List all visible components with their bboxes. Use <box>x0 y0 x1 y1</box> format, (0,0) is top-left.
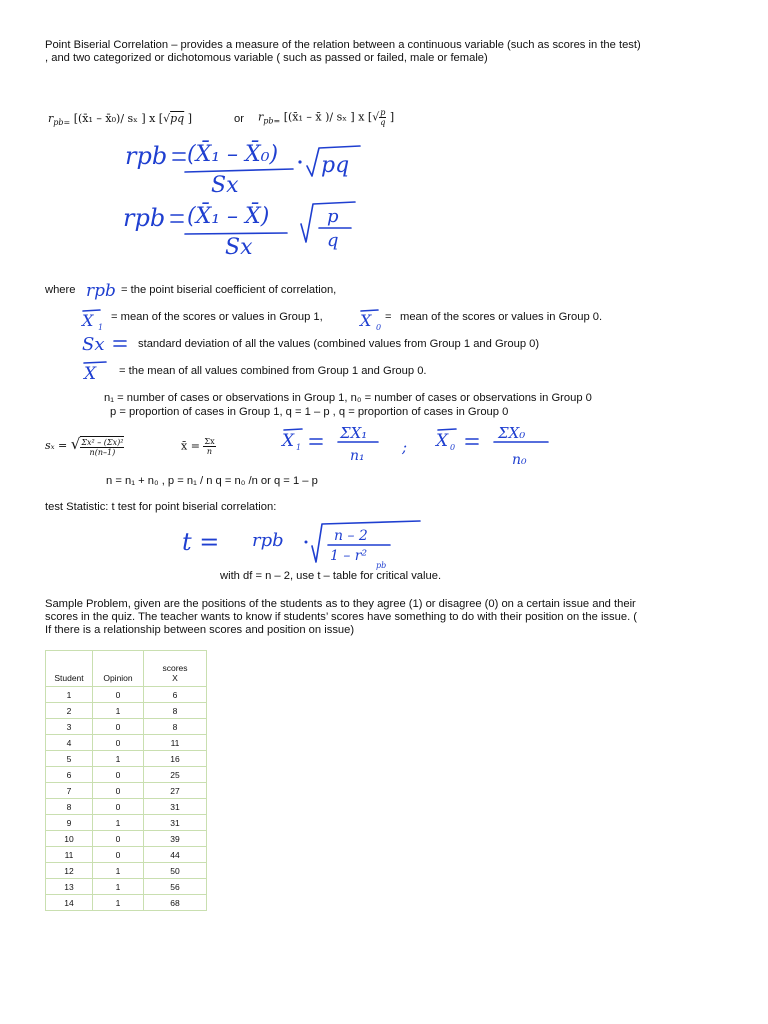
sample-line-2: scores in the quiz. The teacher wants to know if students’ scores have something to do with their position on the issue. ( <box>45 611 638 623</box>
cell-opinion: 0 <box>93 831 144 847</box>
cell-score: 56 <box>144 879 207 895</box>
cell-score: 31 <box>144 815 207 831</box>
table-row <box>46 767 207 783</box>
hw-sx-text: Sx <box>82 334 105 355</box>
cell-score: 8 <box>144 719 207 735</box>
header-scores-bottom: X <box>172 673 178 683</box>
x0-definition: mean of the scores or values in Group 0. <box>400 311 603 323</box>
table-row <box>46 863 207 879</box>
cell-score: 39 <box>144 831 207 847</box>
cell-student: 6 <box>46 767 93 783</box>
header-scores <box>144 651 207 687</box>
formula-1-body: [(x̄₁ – x̄₀)/ sₓ ] x [√ <box>73 112 171 125</box>
cell-opinion: 1 <box>93 863 144 879</box>
header-scores-top: scores <box>162 663 188 673</box>
xbar-definition: = the mean of all values combined from Group 1 and Group 0. <box>119 365 427 377</box>
test-statistic-heading: test Statistic: t test for point biserial correlation: <box>45 501 277 513</box>
hw-xbar-symbol <box>80 358 122 384</box>
hw-x1-den: n₁ <box>350 448 365 464</box>
cell-score: 68 <box>144 895 207 911</box>
formula-1-sub: pb= <box>53 118 71 128</box>
hw-rpb-text: rpb <box>86 281 116 301</box>
hw-separator: ; <box>402 438 408 456</box>
cell-score: 31 <box>144 799 207 815</box>
data-table <box>45 650 207 911</box>
cell-score: 8 <box>144 703 207 719</box>
formula-2-sub: pb= <box>263 116 281 126</box>
cell-student: 9 <box>46 815 93 831</box>
table-row <box>46 735 207 751</box>
cell-score: 11 <box>144 735 207 751</box>
formula-1-lhs: r <box>48 112 54 125</box>
xbar-formula-den: n <box>206 447 213 456</box>
xbar-formula <box>181 437 216 456</box>
cell-opinion: 0 <box>93 719 144 735</box>
hw-eq1-rpb: rpb <box>125 142 168 170</box>
intro-line-2: , and two categorized or dichotomous variable ( such as passed or failed, male or female) <box>45 52 488 64</box>
cell-opinion: 0 <box>93 687 144 703</box>
cell-opinion: 1 <box>93 751 144 767</box>
formula-2-p: p <box>380 108 386 117</box>
typed-formula-1 <box>48 112 192 130</box>
x0-equals: = <box>385 311 392 323</box>
intro-line-1: Point Biserial Correlation – provides a measure of the relation between a continuous variable (such as scores in the test) <box>45 39 641 51</box>
where-label: where <box>45 284 76 296</box>
hw-x1-num: ΣX₁ <box>340 424 368 442</box>
hw-t-den: 1 – r² <box>330 548 368 564</box>
sx-formula: sₓ = √ $\frac{\text{Σx² – (Σx)²}}{n(n-1)}$ <box>45 435 124 457</box>
cell-student: 4 <box>46 735 93 751</box>
sx-definition: standard deviation of all the values (combined values from Group 1 and Group 0) <box>138 338 540 350</box>
cell-opinion: 0 <box>93 799 144 815</box>
hw-eq2-p: p <box>327 206 339 227</box>
svg-text:X: X <box>360 311 372 330</box>
hw-t-num: n – 2 <box>334 528 368 544</box>
table-row <box>46 831 207 847</box>
cell-opinion: 0 <box>93 767 144 783</box>
hw-group-means <box>278 420 568 472</box>
hw-sx-symbol <box>80 332 132 358</box>
formula-2-body: [(x̄₁ – x̄ )/ sₓ ] x [ <box>283 110 373 124</box>
svg-text:1: 1 <box>296 443 302 452</box>
table-row <box>46 895 207 911</box>
svg-text:X: X <box>282 431 295 451</box>
hw-eq1-numerator: (X̄₁ – X̄₀) <box>187 142 279 167</box>
table-row <box>46 703 207 719</box>
hw-x1-symbol <box>80 306 110 332</box>
hw-eq2-q: q <box>327 230 339 251</box>
hw-eq2-rpb: rpb <box>123 204 166 232</box>
cell-opinion: 0 <box>93 783 144 799</box>
table-row <box>46 815 207 831</box>
table-row <box>46 847 207 863</box>
cell-score: 25 <box>144 767 207 783</box>
table-row <box>46 879 207 895</box>
hw-t-den-sub: pb <box>376 561 387 570</box>
rpb-definition: = the point biserial coefficient of correlation, <box>121 284 337 296</box>
sample-line-1: Sample Problem, given are the positions of the students as to they agree (1) or disagree (0) on a certain issue and their <box>45 598 636 610</box>
cell-score: 44 <box>144 847 207 863</box>
cell-student: 12 <box>46 863 93 879</box>
cell-student: 14 <box>46 895 93 911</box>
formula-2-q: q <box>380 118 386 127</box>
cell-opinion: 1 <box>93 879 144 895</box>
x1-definition: = mean of the scores or values in Group 1, <box>111 311 323 323</box>
formula-or: or <box>234 113 244 125</box>
cell-score: 16 <box>144 751 207 767</box>
hw-x0-symbol <box>358 306 388 332</box>
cell-opinion: 1 <box>93 703 144 719</box>
table-row <box>46 687 207 703</box>
formula-1-pq: pq <box>170 112 185 125</box>
hw-x0-den: n₀ <box>512 452 527 468</box>
table-row <box>46 799 207 815</box>
cell-student: 2 <box>46 703 93 719</box>
hw-eq1-pq: pq <box>321 153 350 178</box>
hw-x0-num: ΣX₀ <box>498 424 526 442</box>
cell-student: 7 <box>46 783 93 799</box>
df-line: with df = n – 2, use t – table for critical value. <box>220 570 442 582</box>
n-p-q-line: n = n₁ + n₀ , p = n₁ / n q = n₀ /n or q = 1 – p <box>106 475 318 487</box>
hw-rpb-symbol <box>84 278 124 304</box>
cell-student: 10 <box>46 831 93 847</box>
table-row <box>46 751 207 767</box>
hw-eq2-sx: Sx <box>225 235 253 258</box>
svg-text:0: 0 <box>450 443 456 452</box>
sx-formula-num: Σx² – (Σx)² <box>81 437 124 447</box>
table-body <box>46 687 207 911</box>
svg-text:X: X <box>436 431 449 451</box>
svg-text:X: X <box>82 311 94 330</box>
xbar-formula-lhs: x̄ = <box>181 439 200 453</box>
cell-score: 6 <box>144 687 207 703</box>
hw-t-lhs: t = <box>182 528 220 556</box>
hw-t-formula <box>180 518 430 570</box>
svg-text:X: X <box>84 364 97 384</box>
sx-formula-lhs: sₓ = <box>45 439 68 452</box>
hw-eq2-numerator: (X̄₁ – X̄) <box>187 204 270 229</box>
cell-student: 3 <box>46 719 93 735</box>
table-row <box>46 783 207 799</box>
cell-score: 27 <box>144 783 207 799</box>
cell-student: 8 <box>46 799 93 815</box>
sx-formula-den: n(n–1) <box>89 447 116 457</box>
sample-line-3: If there is a relationship between scores and position on issue) <box>45 624 355 636</box>
cell-score: 50 <box>144 863 207 879</box>
xbar-formula-num: Σx <box>204 437 215 446</box>
formula-2-lhs: r <box>258 110 264 124</box>
cell-student: 5 <box>46 751 93 767</box>
hw-eq1-sx: Sx <box>211 173 239 198</box>
typed-formula-2: $r_{pb=}$ [(x̄₁ – x̄ )/ sₓ ] x [√ $\frac{p}{q}$ ] <box>258 108 395 127</box>
cell-opinion: 1 <box>93 815 144 831</box>
cell-student: 11 <box>46 847 93 863</box>
formula-1-end: ] <box>184 112 192 125</box>
table-header-row <box>46 651 207 687</box>
handwritten-equation-2 <box>115 198 375 258</box>
cell-student: 13 <box>46 879 93 895</box>
n-definitions: n₁ = number of cases or observations in Group 1, n₀ = number of cases or observations in Group 0 <box>104 392 592 404</box>
svg-text:0: 0 <box>376 323 382 332</box>
handwritten-equation-1 <box>115 136 375 198</box>
svg-text:1: 1 <box>98 323 104 332</box>
hw-t-rpb: rpb <box>252 530 284 551</box>
cell-opinion: 0 <box>93 847 144 863</box>
cell-student: 1 <box>46 687 93 703</box>
cell-opinion: 1 <box>93 895 144 911</box>
cell-opinion: 0 <box>93 735 144 751</box>
p-definitions: p = proportion of cases in Group 1, q = 1 – p , q = proportion of cases in Group 0 <box>110 406 509 418</box>
header-opinion: Opinion <box>93 651 144 687</box>
formula-2-end: ] <box>386 110 395 124</box>
header-student: Student <box>46 651 93 687</box>
table-row <box>46 719 207 735</box>
